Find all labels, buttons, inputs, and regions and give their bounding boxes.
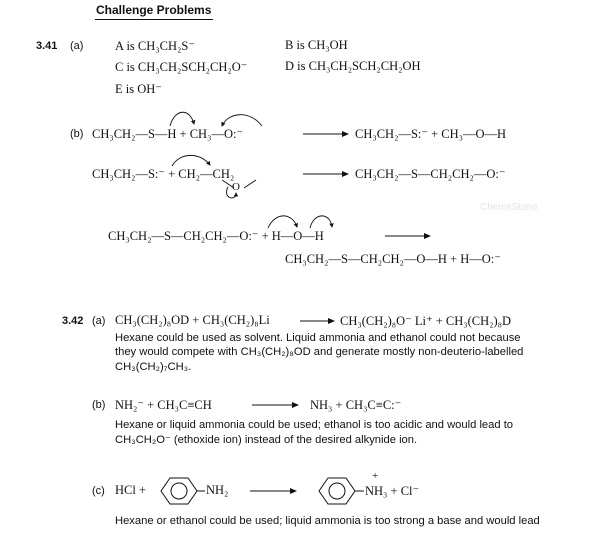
section-heading: Challenge Problems [96,3,212,17]
mechanism-step1-left: CH₃CH₂—S—H + CH₃—O:⁻ [92,127,244,141]
curly-arrow-step3a [268,216,297,228]
explanation-a-line1: Hexane could be used as solvent. Liquid ammonia and ethanol could not because [115,332,521,344]
equation-b-left: NH₂⁻ + CH₃C≡CH [115,398,212,412]
equation-a-left: CH₃(CH₂)₈OD + CH₃(CH₂)₈Li [115,313,270,327]
mechanism-step2-left: CH₃CH₂—S:⁻ + CH₂—CH₂ [92,167,235,181]
part-label-b-342: (b) [92,399,106,411]
anilinium-charge: + [372,470,379,482]
curly-arrow-step2b [227,187,236,198]
part-label-c-342: (c) [92,485,105,497]
epoxide-bond-left [222,180,234,188]
mechanism-step2-right: CH₃CH₂—S—CH₂CH₂—O:⁻ [355,167,506,181]
part-label-a: (a) [70,40,84,52]
mechanism-step3-left: CH₃CH₂—S—CH₂CH₂—O:⁻ + H—O—H [108,229,324,243]
explanation-a-line2: they would compete with CH₃(CH₂)₈OD and generate mostly non-deuterio-labelled [115,346,524,358]
benzene-ring-product [319,478,355,504]
problem-number-3-42: 3.42 [62,315,84,327]
answer-C: C is CH₃CH₂SCH₂CH₂O⁻ [115,60,248,74]
explanation-b-line1: Hexane or liquid ammonia could be used; ethanol is too acidic and would lead to [115,419,514,431]
part-label-b: (b) [70,128,84,140]
problem-number-3-41: 3.41 [36,40,58,52]
epoxide-oxygen: O [232,181,240,193]
mechanism-step1-right: CH₃CH₂—S:⁻ + CH₃—O—H [355,127,507,141]
anilinium-group: NH₃ + Cl⁻ [365,484,420,498]
curly-arrow-step1b [222,115,262,126]
mechanism-step3-right: CH₃CH₂—S—CH₂CH₂—O—H + H—O:⁻ [285,252,501,266]
epoxide-bond-right [244,180,256,188]
equation-b-right: NH₃ + CH₃C≡C:⁻ [310,398,402,412]
answer-E: E is OH⁻ [115,82,162,96]
curly-arrow-step2a [172,155,210,166]
explanation-a-line3: CH₃(CH₂)₇CH₃. [115,361,192,373]
watermark-logo: ChemsStone [480,202,538,213]
explanation-c-line1: Hexane or ethanol could be used; liquid ammonia is too strong a base and would lead [115,515,540,527]
curly-arrow-step3b [310,216,332,228]
answer-D: D is CH₃CH₂SCH₂CH₂OH [285,59,421,73]
curly-arrow-step1a [170,112,194,126]
benzene-ring-reactant [161,478,197,504]
aniline-amino-group: NH₂ [206,483,229,497]
equation-c-reactant: HCl + [115,483,147,497]
part-label-a-342: (a) [92,315,106,327]
explanation-b-line2: CH₃CH₂O⁻ (ethoxide ion) instead of the desired alkynide ion. [115,434,418,446]
answer-B: B is CH₃OH [285,38,348,52]
answer-A: A is CH₃CH₂S⁻ [115,39,195,53]
equation-a-right: CH₃(CH₂)₈O⁻ Li⁺ + CH₃(CH₂)₈D [340,314,512,328]
